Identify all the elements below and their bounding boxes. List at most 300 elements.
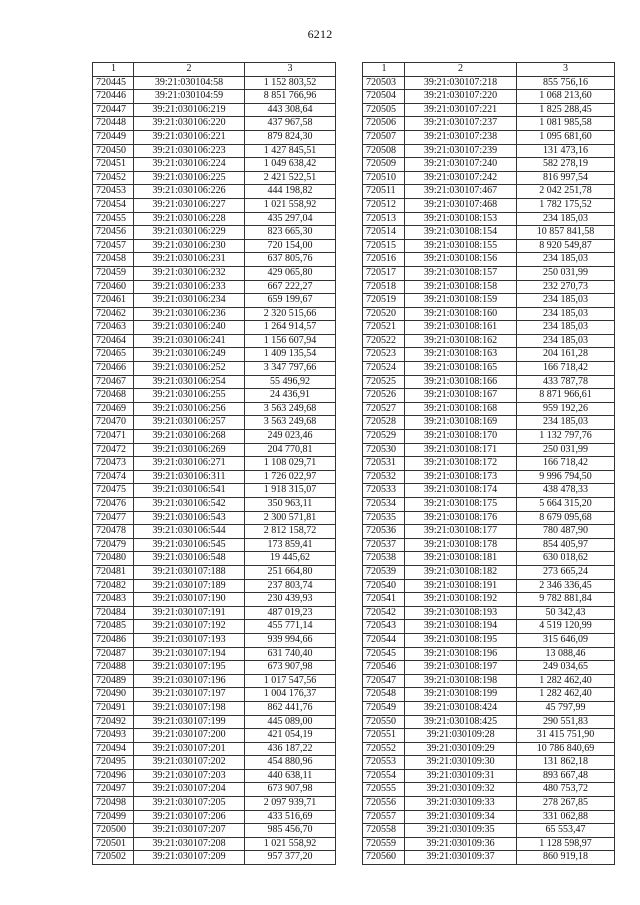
row-number-cell: 720504: [363, 90, 405, 104]
table-row: [363, 824, 615, 838]
value-cell: 290 551,83: [517, 715, 615, 729]
value-cell: 273 665,24: [517, 565, 615, 579]
row-number-cell: 720468: [93, 389, 134, 403]
row-number-cell: 720496: [93, 769, 134, 783]
value-cell: 445 089,00: [245, 715, 336, 729]
cadastral-number-cell: 39:21:030107:189: [134, 579, 245, 593]
row-number-cell: 720457: [93, 239, 134, 253]
registry-table-left: [92, 62, 336, 865]
table-row: [363, 294, 615, 308]
table-row: [93, 620, 336, 634]
cadastral-number-cell: 39:21:030109:30: [405, 756, 517, 770]
cadastral-number-cell: 39:21:030107:195: [134, 661, 245, 675]
table-row: [93, 212, 336, 226]
cadastral-number-cell: 39:21:030106:234: [134, 294, 245, 308]
row-number-cell: 720534: [363, 498, 405, 512]
value-cell: 1 156 607,94: [245, 334, 336, 348]
row-number-cell: 720550: [363, 715, 405, 729]
row-number-cell: 720556: [363, 797, 405, 811]
value-cell: 234 185,03: [517, 334, 615, 348]
value-cell: 234 185,03: [517, 321, 615, 335]
value-cell: 433 516,69: [245, 810, 336, 824]
table-row: [363, 647, 615, 661]
row-number-cell: 720536: [363, 525, 405, 539]
column-header-1: 1: [363, 63, 405, 77]
cadastral-number-cell: 39:21:030107:202: [134, 756, 245, 770]
row-number-cell: 720459: [93, 266, 134, 280]
cadastral-number-cell: 39:21:030108:156: [405, 253, 517, 267]
value-cell: 8 920 549,87: [517, 239, 615, 253]
row-number-cell: 720486: [93, 633, 134, 647]
cadastral-number-cell: 39:21:030107:238: [405, 130, 517, 144]
table-row: [363, 688, 615, 702]
column-header-3: 3: [517, 63, 615, 77]
row-number-cell: 720507: [363, 130, 405, 144]
value-cell: 131 473,16: [517, 144, 615, 158]
value-cell: 720 154,00: [245, 239, 336, 253]
column-header-1: 1: [93, 63, 134, 77]
row-number-cell: 720471: [93, 430, 134, 444]
row-number-cell: 720458: [93, 253, 134, 267]
row-number-cell: 720515: [363, 239, 405, 253]
row-number-cell: 720470: [93, 416, 134, 430]
row-number-cell: 720520: [363, 307, 405, 321]
table-row: [93, 837, 336, 851]
value-cell: 443 308,64: [245, 103, 336, 117]
table-row: [93, 661, 336, 675]
cadastral-number-cell: 39:21:030107:197: [134, 688, 245, 702]
cadastral-number-cell: 39:21:030107:207: [134, 824, 245, 838]
value-cell: 1 004 176,37: [245, 688, 336, 702]
row-number-cell: 720542: [363, 606, 405, 620]
value-cell: 429 065,80: [245, 266, 336, 280]
row-number-cell: 720481: [93, 565, 134, 579]
row-number-cell: 720453: [93, 185, 134, 199]
value-cell: 957 377,20: [245, 851, 336, 865]
table-row: [363, 443, 615, 457]
cadastral-number-cell: 39:21:030106:269: [134, 443, 245, 457]
table-row: [363, 701, 615, 715]
row-number-cell: 720547: [363, 674, 405, 688]
value-cell: 444 198,82: [245, 185, 336, 199]
row-number-cell: 720480: [93, 552, 134, 566]
row-number-cell: 720512: [363, 198, 405, 212]
table-row: [93, 470, 336, 484]
table-row: [363, 620, 615, 634]
row-number-cell: 720498: [93, 797, 134, 811]
value-cell: 249 034,65: [517, 661, 615, 675]
value-cell: 131 862,18: [517, 756, 615, 770]
table-row: [93, 266, 336, 280]
table-row: [93, 538, 336, 552]
column-header-2: 2: [405, 63, 517, 77]
table-row: [363, 321, 615, 335]
value-cell: 2 346 336,45: [517, 579, 615, 593]
row-number-cell: 720558: [363, 824, 405, 838]
row-number-cell: 720525: [363, 375, 405, 389]
value-cell: 1 264 914,57: [245, 321, 336, 335]
cadastral-number-cell: 39:21:030109:32: [405, 783, 517, 797]
table-row: [93, 334, 336, 348]
table-row: [363, 606, 615, 620]
value-cell: 3 347 797,66: [245, 362, 336, 376]
value-cell: 234 185,03: [517, 307, 615, 321]
table-row: [93, 171, 336, 185]
table-row: [93, 348, 336, 362]
row-number-cell: 720557: [363, 810, 405, 824]
row-number-cell: 720548: [363, 688, 405, 702]
table-row: [93, 430, 336, 444]
row-number-cell: 720466: [93, 362, 134, 376]
value-cell: 9 996 794,50: [517, 470, 615, 484]
cadastral-number-cell: 39:21:030106:241: [134, 334, 245, 348]
table-row: [93, 117, 336, 131]
cadastral-number-cell: 39:21:030106:233: [134, 280, 245, 294]
table-row: [363, 253, 615, 267]
table-row: [363, 797, 615, 811]
value-cell: 1 095 681,60: [517, 130, 615, 144]
value-cell: 1 282 462,40: [517, 688, 615, 702]
value-cell: 250 031,99: [517, 443, 615, 457]
row-number-cell: 720510: [363, 171, 405, 185]
cadastral-number-cell: 39:21:030106:231: [134, 253, 245, 267]
table-row: [93, 321, 336, 335]
cadastral-number-cell: 39:21:030108:170: [405, 430, 517, 444]
row-number-cell: 720456: [93, 226, 134, 240]
row-number-cell: 720488: [93, 661, 134, 675]
value-cell: 8 851 766,96: [245, 90, 336, 104]
cadastral-number-cell: 39:21:030107:204: [134, 783, 245, 797]
cadastral-number-cell: 39:21:030108:166: [405, 375, 517, 389]
row-number-cell: 720475: [93, 484, 134, 498]
row-number-cell: 720447: [93, 103, 134, 117]
value-cell: 985 456,70: [245, 824, 336, 838]
row-number-cell: 720555: [363, 783, 405, 797]
row-number-cell: 720454: [93, 198, 134, 212]
cadastral-number-cell: 39:21:030108:168: [405, 402, 517, 416]
cadastral-number-cell: 39:21:030108:175: [405, 498, 517, 512]
table-row: [93, 851, 336, 865]
row-number-cell: 720537: [363, 538, 405, 552]
table-row: [363, 837, 615, 851]
cadastral-number-cell: 39:21:030107:467: [405, 185, 517, 199]
cadastral-number-cell: 39:21:030108:161: [405, 321, 517, 335]
cadastral-number-cell: 39:21:030109:31: [405, 769, 517, 783]
table-row: [363, 280, 615, 294]
cadastral-number-cell: 39:21:030109:28: [405, 729, 517, 743]
value-cell: 1 021 558,92: [245, 198, 336, 212]
row-number-cell: 720532: [363, 470, 405, 484]
table-row: [93, 511, 336, 525]
table-row: [363, 851, 615, 865]
value-cell: 2 812 158,72: [245, 525, 336, 539]
table-header-row: [363, 63, 615, 77]
row-number-cell: 720492: [93, 715, 134, 729]
table-row: [363, 144, 615, 158]
table-row: [363, 715, 615, 729]
cadastral-number-cell: 39:21:030104:59: [134, 90, 245, 104]
row-number-cell: 720521: [363, 321, 405, 335]
cadastral-number-cell: 39:21:030107:191: [134, 606, 245, 620]
cadastral-number-cell: 39:21:030106:229: [134, 226, 245, 240]
cadastral-number-cell: 39:21:030107:206: [134, 810, 245, 824]
row-number-cell: 720464: [93, 334, 134, 348]
value-cell: 2 097 939,71: [245, 797, 336, 811]
row-number-cell: 720523: [363, 348, 405, 362]
table-row: [363, 457, 615, 471]
cadastral-number-cell: 39:21:030108:196: [405, 647, 517, 661]
row-number-cell: 720493: [93, 729, 134, 743]
cadastral-number-cell: 39:21:030108:160: [405, 307, 517, 321]
cadastral-number-cell: 39:21:030108:153: [405, 212, 517, 226]
value-cell: 50 342,43: [517, 606, 615, 620]
table-row: [93, 606, 336, 620]
cadastral-number-cell: 39:21:030109:33: [405, 797, 517, 811]
value-cell: 1 409 135,54: [245, 348, 336, 362]
table-row: [363, 171, 615, 185]
value-cell: 19 445,62: [245, 552, 336, 566]
value-cell: 421 054,19: [245, 729, 336, 743]
column-header-3: 3: [245, 63, 336, 77]
value-cell: 780 487,90: [517, 525, 615, 539]
table-row: [93, 103, 336, 117]
cadastral-number-cell: 39:21:030106:252: [134, 362, 245, 376]
row-number-cell: 720472: [93, 443, 134, 457]
cadastral-number-cell: 39:21:030108:193: [405, 606, 517, 620]
cadastral-number-cell: 39:21:030107:194: [134, 647, 245, 661]
value-cell: 673 907,98: [245, 661, 336, 675]
value-cell: 55 496,92: [245, 375, 336, 389]
table-row: [363, 389, 615, 403]
value-cell: 234 185,03: [517, 416, 615, 430]
table-row: [363, 76, 615, 90]
row-number-cell: 720551: [363, 729, 405, 743]
table-row: [93, 144, 336, 158]
row-number-cell: 720553: [363, 756, 405, 770]
cadastral-number-cell: 39:21:030108:424: [405, 701, 517, 715]
table-row: [93, 226, 336, 240]
cadastral-number-cell: 39:21:030106:548: [134, 552, 245, 566]
row-number-cell: 720527: [363, 402, 405, 416]
row-number-cell: 720519: [363, 294, 405, 308]
cadastral-number-cell: 39:21:030107:220: [405, 90, 517, 104]
table-row: [93, 185, 336, 199]
cadastral-number-cell: 39:21:030106:256: [134, 402, 245, 416]
cadastral-number-cell: 39:21:030107:192: [134, 620, 245, 634]
table-row: [93, 824, 336, 838]
row-number-cell: 720473: [93, 457, 134, 471]
table-row: [363, 742, 615, 756]
table-row: [93, 810, 336, 824]
cadastral-number-cell: 39:21:030108:182: [405, 565, 517, 579]
value-cell: 2 320 515,66: [245, 307, 336, 321]
value-cell: 13 088,46: [517, 647, 615, 661]
value-cell: 2 042 251,78: [517, 185, 615, 199]
cadastral-number-cell: 39:21:030108:157: [405, 266, 517, 280]
value-cell: 582 278,19: [517, 158, 615, 172]
value-cell: 860 919,18: [517, 851, 615, 865]
table-row: [363, 593, 615, 607]
table-row: [93, 130, 336, 144]
value-cell: 3 563 249,68: [245, 402, 336, 416]
cadastral-number-cell: 39:21:030106:232: [134, 266, 245, 280]
cadastral-number-cell: 39:21:030108:198: [405, 674, 517, 688]
value-cell: 234 185,03: [517, 212, 615, 226]
cadastral-number-cell: 39:21:030106:225: [134, 171, 245, 185]
table-row: [93, 525, 336, 539]
value-cell: 823 665,30: [245, 226, 336, 240]
table-row: [93, 307, 336, 321]
value-cell: 204 770,81: [245, 443, 336, 457]
value-cell: 816 997,54: [517, 171, 615, 185]
cadastral-number-cell: 39:21:030106:224: [134, 158, 245, 172]
row-number-cell: 720469: [93, 402, 134, 416]
row-number-cell: 720503: [363, 76, 405, 90]
table-row: [363, 498, 615, 512]
value-cell: 454 880,96: [245, 756, 336, 770]
value-cell: 249 023,46: [245, 430, 336, 444]
table-row: [363, 348, 615, 362]
value-cell: 173 859,41: [245, 538, 336, 552]
table-row: [363, 430, 615, 444]
table-row: [93, 198, 336, 212]
value-cell: 673 907,98: [245, 783, 336, 797]
value-cell: 166 718,42: [517, 457, 615, 471]
table-row: [93, 769, 336, 783]
row-number-cell: 720477: [93, 511, 134, 525]
row-number-cell: 720476: [93, 498, 134, 512]
value-cell: 166 718,42: [517, 362, 615, 376]
cadastral-number-cell: 39:21:030104:58: [134, 76, 245, 90]
value-cell: 8 679 095,68: [517, 511, 615, 525]
cadastral-number-cell: 39:21:030109:34: [405, 810, 517, 824]
cadastral-number-cell: 39:21:030106:541: [134, 484, 245, 498]
value-cell: 3 563 249,68: [245, 416, 336, 430]
table-row: [363, 552, 615, 566]
row-number-cell: 720452: [93, 171, 134, 185]
table-row: [363, 633, 615, 647]
row-number-cell: 720549: [363, 701, 405, 715]
cadastral-number-cell: 39:21:030109:36: [405, 837, 517, 851]
row-number-cell: 720529: [363, 430, 405, 444]
value-cell: 1 021 558,92: [245, 837, 336, 851]
row-number-cell: 720450: [93, 144, 134, 158]
cadastral-number-cell: 39:21:030107:209: [134, 851, 245, 865]
cadastral-number-cell: 39:21:030107:200: [134, 729, 245, 743]
cadastral-number-cell: 39:21:030106:271: [134, 457, 245, 471]
table-row: [363, 375, 615, 389]
cadastral-number-cell: 39:21:030107:190: [134, 593, 245, 607]
table-row: [363, 579, 615, 593]
row-number-cell: 720495: [93, 756, 134, 770]
value-cell: 487 019,23: [245, 606, 336, 620]
value-cell: 667 222,27: [245, 280, 336, 294]
cadastral-number-cell: 39:21:030108:181: [405, 552, 517, 566]
cadastral-number-cell: 39:21:030108:194: [405, 620, 517, 634]
cadastral-number-cell: 39:21:030107:468: [405, 198, 517, 212]
cadastral-number-cell: 39:21:030106:249: [134, 348, 245, 362]
value-cell: 2 300 571,81: [245, 511, 336, 525]
row-number-cell: 720491: [93, 701, 134, 715]
value-cell: 855 756,16: [517, 76, 615, 90]
value-cell: 455 771,14: [245, 620, 336, 634]
row-number-cell: 720460: [93, 280, 134, 294]
table-row: [363, 212, 615, 226]
cadastral-number-cell: 39:21:030107:198: [134, 701, 245, 715]
table-row: [363, 158, 615, 172]
cadastral-number-cell: 39:21:030107:221: [405, 103, 517, 117]
table-row: [363, 674, 615, 688]
cadastral-number-cell: 39:21:030108:192: [405, 593, 517, 607]
value-cell: 893 667,48: [517, 769, 615, 783]
row-number-cell: 720513: [363, 212, 405, 226]
cadastral-number-cell: 39:21:030106:226: [134, 185, 245, 199]
table-row: [363, 90, 615, 104]
value-cell: 433 787,78: [517, 375, 615, 389]
value-cell: 879 824,30: [245, 130, 336, 144]
row-number-cell: 720540: [363, 579, 405, 593]
table-row: [93, 498, 336, 512]
column-header-2: 2: [134, 63, 245, 77]
value-cell: 24 436,91: [245, 389, 336, 403]
cadastral-number-cell: 39:21:030108:174: [405, 484, 517, 498]
table-row: [93, 579, 336, 593]
row-number-cell: 720474: [93, 470, 134, 484]
row-number-cell: 720554: [363, 769, 405, 783]
table-row: [93, 715, 336, 729]
table-row: [363, 783, 615, 797]
table-row: [363, 769, 615, 783]
cadastral-number-cell: 39:21:030108:173: [405, 470, 517, 484]
table-header-row: [93, 63, 336, 77]
cadastral-number-cell: 39:21:030108:178: [405, 538, 517, 552]
row-number-cell: 720487: [93, 647, 134, 661]
cadastral-number-cell: 39:21:030106:311: [134, 470, 245, 484]
table-row: [363, 198, 615, 212]
value-cell: 251 664,80: [245, 565, 336, 579]
table-row: [93, 375, 336, 389]
cadastral-number-cell: 39:21:030106:257: [134, 416, 245, 430]
cadastral-number-cell: 39:21:030106:227: [134, 198, 245, 212]
value-cell: 1 782 175,52: [517, 198, 615, 212]
row-number-cell: 720465: [93, 348, 134, 362]
cadastral-number-cell: 39:21:030108:172: [405, 457, 517, 471]
cadastral-number-cell: 39:21:030106:255: [134, 389, 245, 403]
cadastral-number-cell: 39:21:030107:208: [134, 837, 245, 851]
cadastral-number-cell: 39:21:030107:237: [405, 117, 517, 131]
cadastral-number-cell: 39:21:030107:201: [134, 742, 245, 756]
value-cell: 1 049 638,42: [245, 158, 336, 172]
table-row: [93, 90, 336, 104]
table-row: [363, 470, 615, 484]
row-number-cell: 720517: [363, 266, 405, 280]
cadastral-number-cell: 39:21:030108:167: [405, 389, 517, 403]
value-cell: 45 797,99: [517, 701, 615, 715]
cadastral-number-cell: 39:21:030106:254: [134, 375, 245, 389]
row-number-cell: 720445: [93, 76, 134, 90]
value-cell: 862 441,76: [245, 701, 336, 715]
row-number-cell: 720461: [93, 294, 134, 308]
table-row: [363, 661, 615, 675]
table-row: [93, 389, 336, 403]
row-number-cell: 720541: [363, 593, 405, 607]
row-number-cell: 720478: [93, 525, 134, 539]
row-number-cell: 720508: [363, 144, 405, 158]
row-number-cell: 720528: [363, 416, 405, 430]
row-number-cell: 720462: [93, 307, 134, 321]
row-number-cell: 720531: [363, 457, 405, 471]
row-number-cell: 720533: [363, 484, 405, 498]
